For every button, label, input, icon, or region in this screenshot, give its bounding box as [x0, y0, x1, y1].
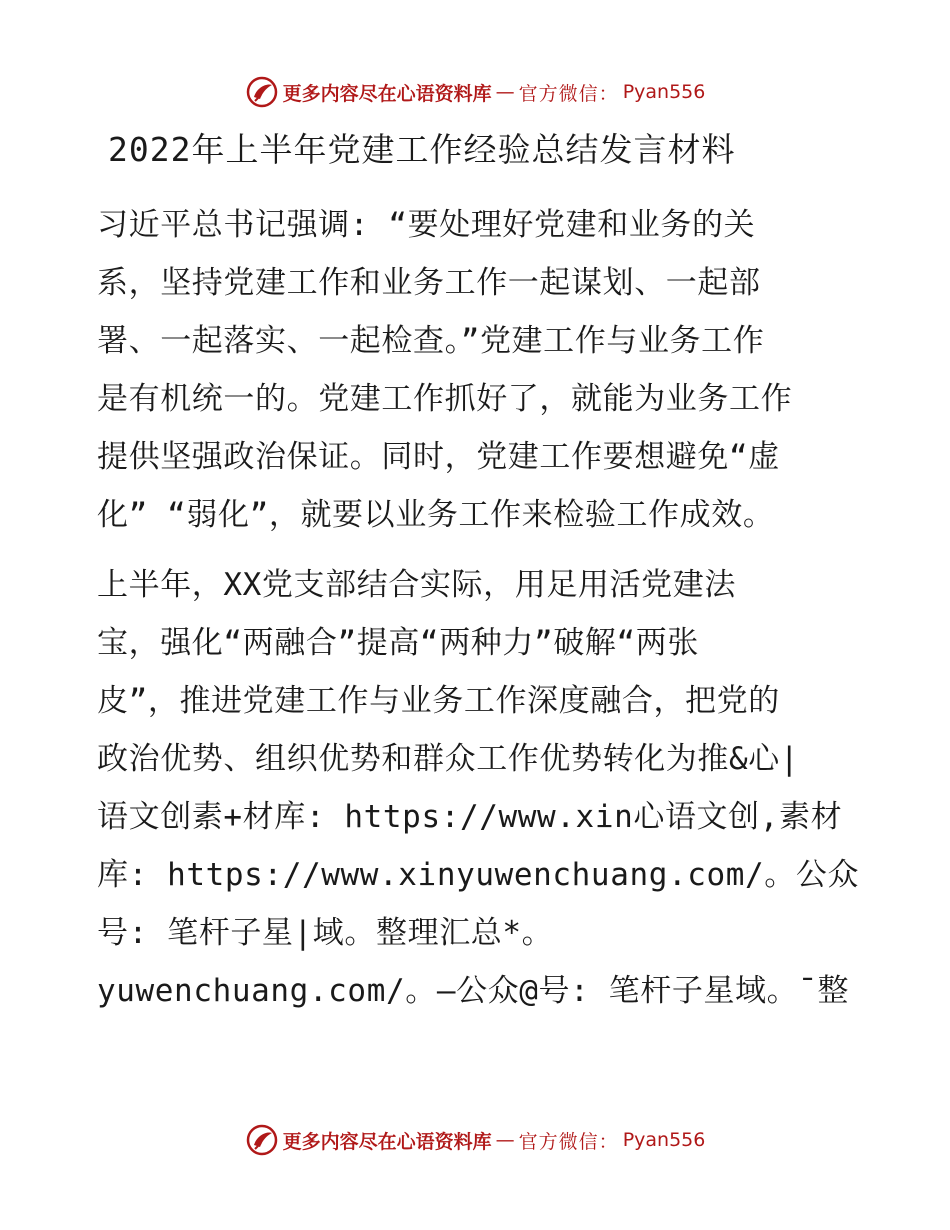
header-watermark-banner — [0, 72, 950, 112]
footer-watermark-banner — [0, 1120, 950, 1160]
paragraph-line: 语文创素+材库: https://www.xin心语文创,素材 — [97, 799, 843, 835]
paragraph-line: 上半年，XX党支部结合实际，用足用活党建法 — [97, 567, 736, 603]
paragraph-line: 库: https://www.xinyuwenchuang.com/。公众 — [97, 857, 860, 893]
paragraph-1 — [97, 196, 857, 544]
banner-separator: — — [495, 1129, 515, 1151]
paragraph-line: 号: 笔杆子星|域。整理汇总*。 — [97, 915, 554, 951]
banner-separator: — — [495, 81, 515, 103]
brand-logo-icon — [245, 75, 279, 109]
banner-site-text: 更多内容尽在心语资料库 — [282, 1130, 492, 1153]
paragraph-line: 习近平总书记强调: “要处理好党建和业务的关 — [97, 207, 756, 243]
paragraph-line: 政治优势、组织优势和群众工作优势转化为推&心| — [97, 741, 800, 777]
banner-handle: Pyan556 — [622, 1129, 706, 1151]
paragraph-line: 是有机统一的。党建工作抓好了，就能为业务工作 — [97, 381, 793, 417]
paragraph-line: 皮”，推进党建工作与业务工作深度融合，把党的 — [97, 683, 780, 719]
paragraph-line: 署、一起落实、一起检查。”党建工作与业务工作 — [97, 323, 765, 359]
banner-handle: Pyan556 — [622, 81, 706, 103]
document-title: 2022年上半年党建工作经验总结发言材料 — [108, 130, 736, 169]
paragraph-2 — [97, 556, 860, 1020]
paragraph-line: 系，坚持党建工作和业务工作一起谋划、一起部 — [97, 265, 761, 301]
brand-logo-icon — [245, 1123, 279, 1157]
paragraph-line: 提供坚强政治保证。同时，党建工作要想避免“虚 — [97, 439, 780, 475]
banner-site-text: 更多内容尽在心语资料库 — [282, 82, 492, 105]
paragraph-line: 化” “弱化”，就要以业务工作来检验工作成效。 — [97, 497, 775, 533]
banner-official-label: 官方微信： — [518, 82, 619, 105]
banner-official-label: 官方微信： — [518, 1130, 619, 1153]
paragraph-line: 宝，强化“两融合”提高“两种力”破解“两张 — [97, 625, 699, 661]
paragraph-line: yuwenchuang.com/。—公众@号: 笔杆子星域。¯整 — [97, 973, 850, 1009]
